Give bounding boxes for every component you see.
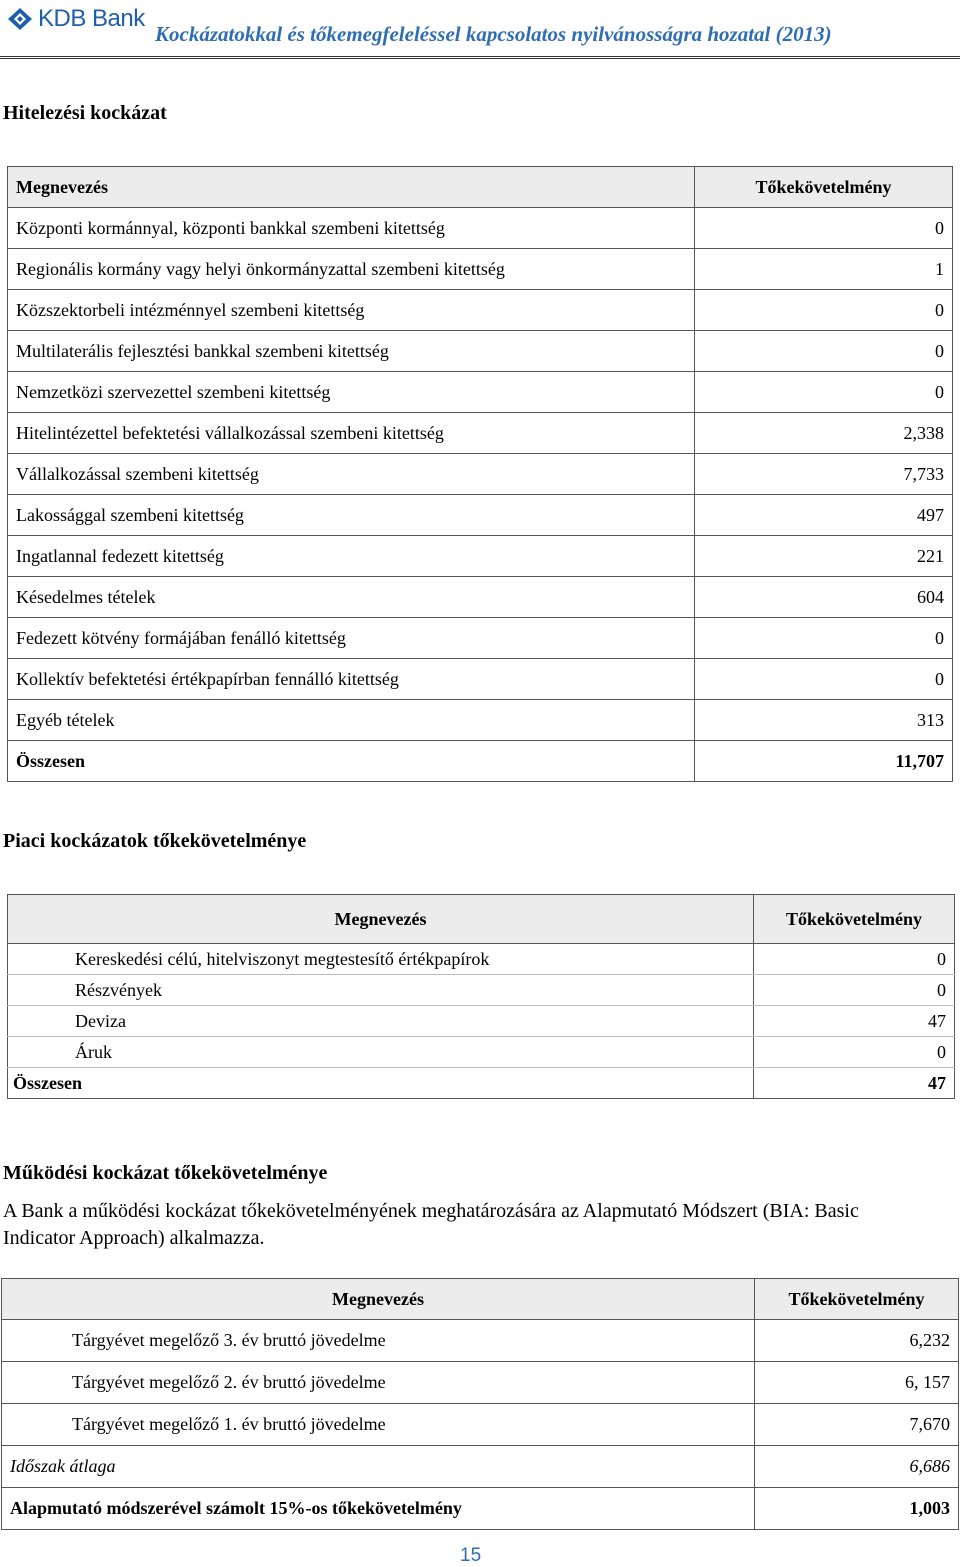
kdb-logo-icon [6,6,34,32]
row-name: Kollektív befektetési értékpapírban fennálló kitettség [8,659,695,700]
row-value: 221 [695,536,953,577]
market-risk-table [7,894,955,1099]
table-row [8,618,953,659]
row-value: 0 [754,1037,955,1068]
table-row [8,331,953,372]
row-value: 313 [695,700,953,741]
table-row [2,1362,959,1404]
column-header-value: Tőkekövetelmény [695,167,953,208]
row-value: 0 [754,944,955,975]
column-header-value: Tőkekövetelmény [755,1279,959,1320]
row-name: Fedezett kötvény formájában fenálló kitettség [8,618,695,659]
row-value: 6,232 [755,1320,959,1362]
operational-risk-table [1,1278,959,1530]
table-row [8,290,953,331]
table-row [8,413,953,454]
column-header-name: Megnevezés [2,1279,755,1320]
table-row [8,1006,955,1037]
row-name: Hitelintézettel befektetési vállalkozással szembeni kitettség [8,413,695,454]
row-name: Kereskedési célú, hitelviszonyt megtestesítő értékpapírok [8,944,754,975]
table-row [8,372,953,413]
table-row [2,1320,959,1362]
row-name: Részvények [8,975,754,1006]
row-name: Tárgyévet megelőző 2. év bruttó jövedelme [2,1362,755,1404]
average-value: 6,686 [755,1446,959,1488]
row-value: 7,670 [755,1404,959,1446]
row-value: 0 [695,618,953,659]
table-row [2,1404,959,1446]
row-name: Vállalkozással szembeni kitettség [8,454,695,495]
total-value: 47 [754,1068,955,1099]
row-value: 7,733 [695,454,953,495]
average-row [2,1446,959,1488]
row-name: Tárgyévet megelőző 3. év bruttó jövedelme [2,1320,755,1362]
table-row [8,700,953,741]
row-name: Közszektorbeli intézménnyel szembeni kitettség [8,290,695,331]
column-header-name: Megnevezés [8,895,754,944]
row-name: Áruk [8,1037,754,1068]
row-value: 6, 157 [755,1362,959,1404]
row-value: 0 [695,659,953,700]
total-row [2,1488,959,1530]
row-name: Központi kormánnyal, központi bankkal szembeni kitettség [8,208,695,249]
document-title: Kockázatokkal és tőkemegfeleléssel kapcsolatos nyilvánosságra hozatal (2013) [155,22,832,46]
row-name: Egyéb tételek [8,700,695,741]
row-name: Deviza [8,1006,754,1037]
row-name: Regionális kormány vagy helyi önkormányzattal szembeni kitettség [8,249,695,290]
row-value: 0 [695,372,953,413]
table-row [8,1037,955,1068]
table-header-row [8,895,955,944]
table-row [8,659,953,700]
total-label: Alapmutató módszerével számolt 15%-os tőkekövetelmény [2,1488,755,1530]
market-risk-title: Piaci kockázatok tőkekövetelménye [3,830,307,852]
table-row [8,944,955,975]
row-value: 0 [695,290,953,331]
row-name: Multilaterális fejlesztési bankkal szembeni kitettség [8,331,695,372]
total-value: 11,707 [695,741,953,782]
row-name: Ingatlannal fedezett kitettség [8,536,695,577]
row-name: Késedelmes tételek [8,577,695,618]
total-label: Összesen [8,741,695,782]
total-value: 1,003 [755,1488,959,1530]
row-name: Nemzetközi szervezettel szembeni kitettség [8,372,695,413]
row-value: 604 [695,577,953,618]
page-number: 15 [460,1545,482,1566]
credit-risk-rows [8,208,953,741]
table-header-row [2,1279,959,1320]
table-row [8,454,953,495]
column-header-value: Tőkekövetelmény [754,895,955,944]
market-risk-rows [8,944,955,1068]
column-header-name: Megnevezés [8,167,695,208]
logo-text: KDB Bank [38,5,145,32]
total-row [8,1068,955,1099]
credit-risk-title: Hitelezési kockázat [3,102,167,124]
operational-risk-paragraph: A Bank a működési kockázat tőkekövetelményének meghatározására az Alapmutató Módszert (BIA: Basic Indicator Approach) alkalmazza. [3,1200,859,1249]
total-label: Összesen [8,1068,754,1099]
kdb-bank-logo [6,4,145,34]
average-label: Időszak átlaga [2,1446,755,1488]
total-row [8,741,953,782]
row-value: 1 [695,249,953,290]
row-value: 0 [754,975,955,1006]
row-value: 0 [695,331,953,372]
row-name: Lakossággal szembeni kitettség [8,495,695,536]
row-value: 497 [695,495,953,536]
table-row [8,495,953,536]
table-row [8,975,955,1006]
credit-risk-table [7,166,953,782]
row-value: 2,338 [695,413,953,454]
header-divider [0,56,960,59]
table-row [8,208,953,249]
table-row [8,536,953,577]
row-value: 0 [695,208,953,249]
row-value: 47 [754,1006,955,1037]
table-row [8,249,953,290]
table-header-row [8,167,953,208]
operational-risk-title: Működési kockázat tőkekövetelménye [3,1162,328,1184]
table-row [8,577,953,618]
row-name: Tárgyévet megelőző 1. év bruttó jövedelme [2,1404,755,1446]
page-header [0,0,960,70]
operational-risk-rows [2,1320,959,1446]
